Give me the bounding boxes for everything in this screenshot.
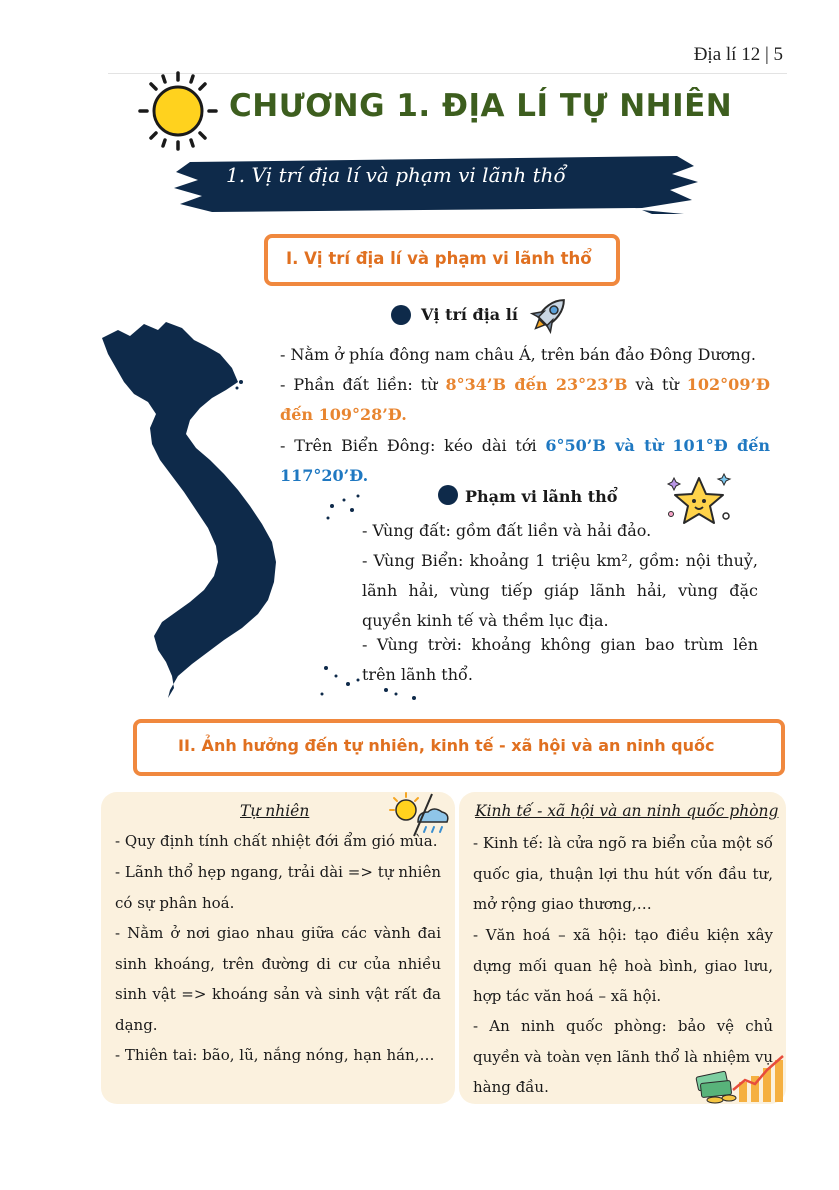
longitude-range: 102°09’Đ đến 109°28’Đ.: [280, 375, 770, 424]
economy-heading: Kinh tế - xã hội và an ninh quốc phòng: [475, 802, 779, 820]
nature-p4: - Thiên tai: bão, lũ, nắng nóng, hạn hán,…: [115, 1046, 435, 1064]
economy-p3: - An ninh quốc phòng: bảo vệ chủ quyền và toàn vẹn lãnh thổ là nhiệm vụ hàng đầu.: [473, 1017, 773, 1096]
nature-p2: - Lãnh thổ hẹp ngang, trải dài => tự nhiên có sự phân hoá.: [115, 863, 441, 912]
economy-p1: - Kinh tế: là cửa ngõ ra biển của một số quốc gia, thuận lợi thu hút vốn đầu tư, mở rộng giao thương,…: [473, 834, 773, 913]
page-header: Địa lí 12 | 5: [693, 44, 783, 65]
location-line2: [280, 370, 770, 430]
chapter-title: CHƯƠNG 1. ĐỊA LÍ TỰ NHIÊN: [229, 88, 733, 124]
location-line3-prefix: - Trên Biển Đông: kéo dài tới: [280, 436, 546, 455]
territory-bullet: [438, 485, 458, 505]
territory-sea: - Vùng Biển: khoảng 1 triệu km², gồm: nội thuỷ, lãnh hải, vùng tiếp giáp lãnh hải, vùng đặc quyền kinh tế và thềm lục địa.: [362, 551, 758, 630]
location-line2-mid: và từ: [627, 375, 687, 394]
nature-p3: - Nằm ở nơi giao nhau giữa các vành đai sinh khoáng, trên đường di cư của nhiều sinh vật => khoáng sản và sinh vật rất đa dạng.: [115, 924, 441, 1034]
location-heading: Vị trí địa lí: [421, 305, 518, 324]
territory-heading: Phạm vi lãnh thổ: [465, 487, 618, 506]
lesson-title: 1. Vị trí địa lí và phạm vi lãnh thổ: [226, 163, 566, 187]
economy-p2: - Văn hoá – xã hội: tạo điều kiện xây dựng mối quan hệ hoà bình, giao lưu, hợp tác văn hoá – xã hội.: [473, 926, 773, 1005]
sun-icon: [137, 70, 219, 152]
section1-title: I. Vị trí địa lí và phạm vi lãnh thổ: [286, 249, 592, 268]
nature-heading: Tự nhiên: [240, 802, 310, 820]
money-chart-icon: [693, 1052, 786, 1104]
rocket-icon: [524, 292, 574, 338]
location-line2-prefix: - Phần đất liền: từ: [280, 375, 446, 394]
territory-land: - Vùng đất: gồm đất liền và hải đảo.: [362, 521, 652, 540]
latitude-range: 8°34’B đến 23°23’B: [445, 375, 628, 394]
nature-p1: - Quy định tính chất nhiệt đới ẩm gió mùa.: [115, 832, 438, 850]
territory-air: - Vùng trời: khoảng không gian bao trùm lên trên lãnh thổ.: [362, 635, 758, 684]
sea-coordinates: 6°50’B và từ 101°Đ đến 117°20’Đ.: [280, 436, 771, 485]
section2-title: II. Ảnh hưởng đến tự nhiên, kinh tế - xã hội và an ninh quốc: [178, 736, 715, 755]
location-line1: - Nằm ở phía đông nam châu Á, trên bán đảo Đông Dương.: [280, 345, 757, 364]
